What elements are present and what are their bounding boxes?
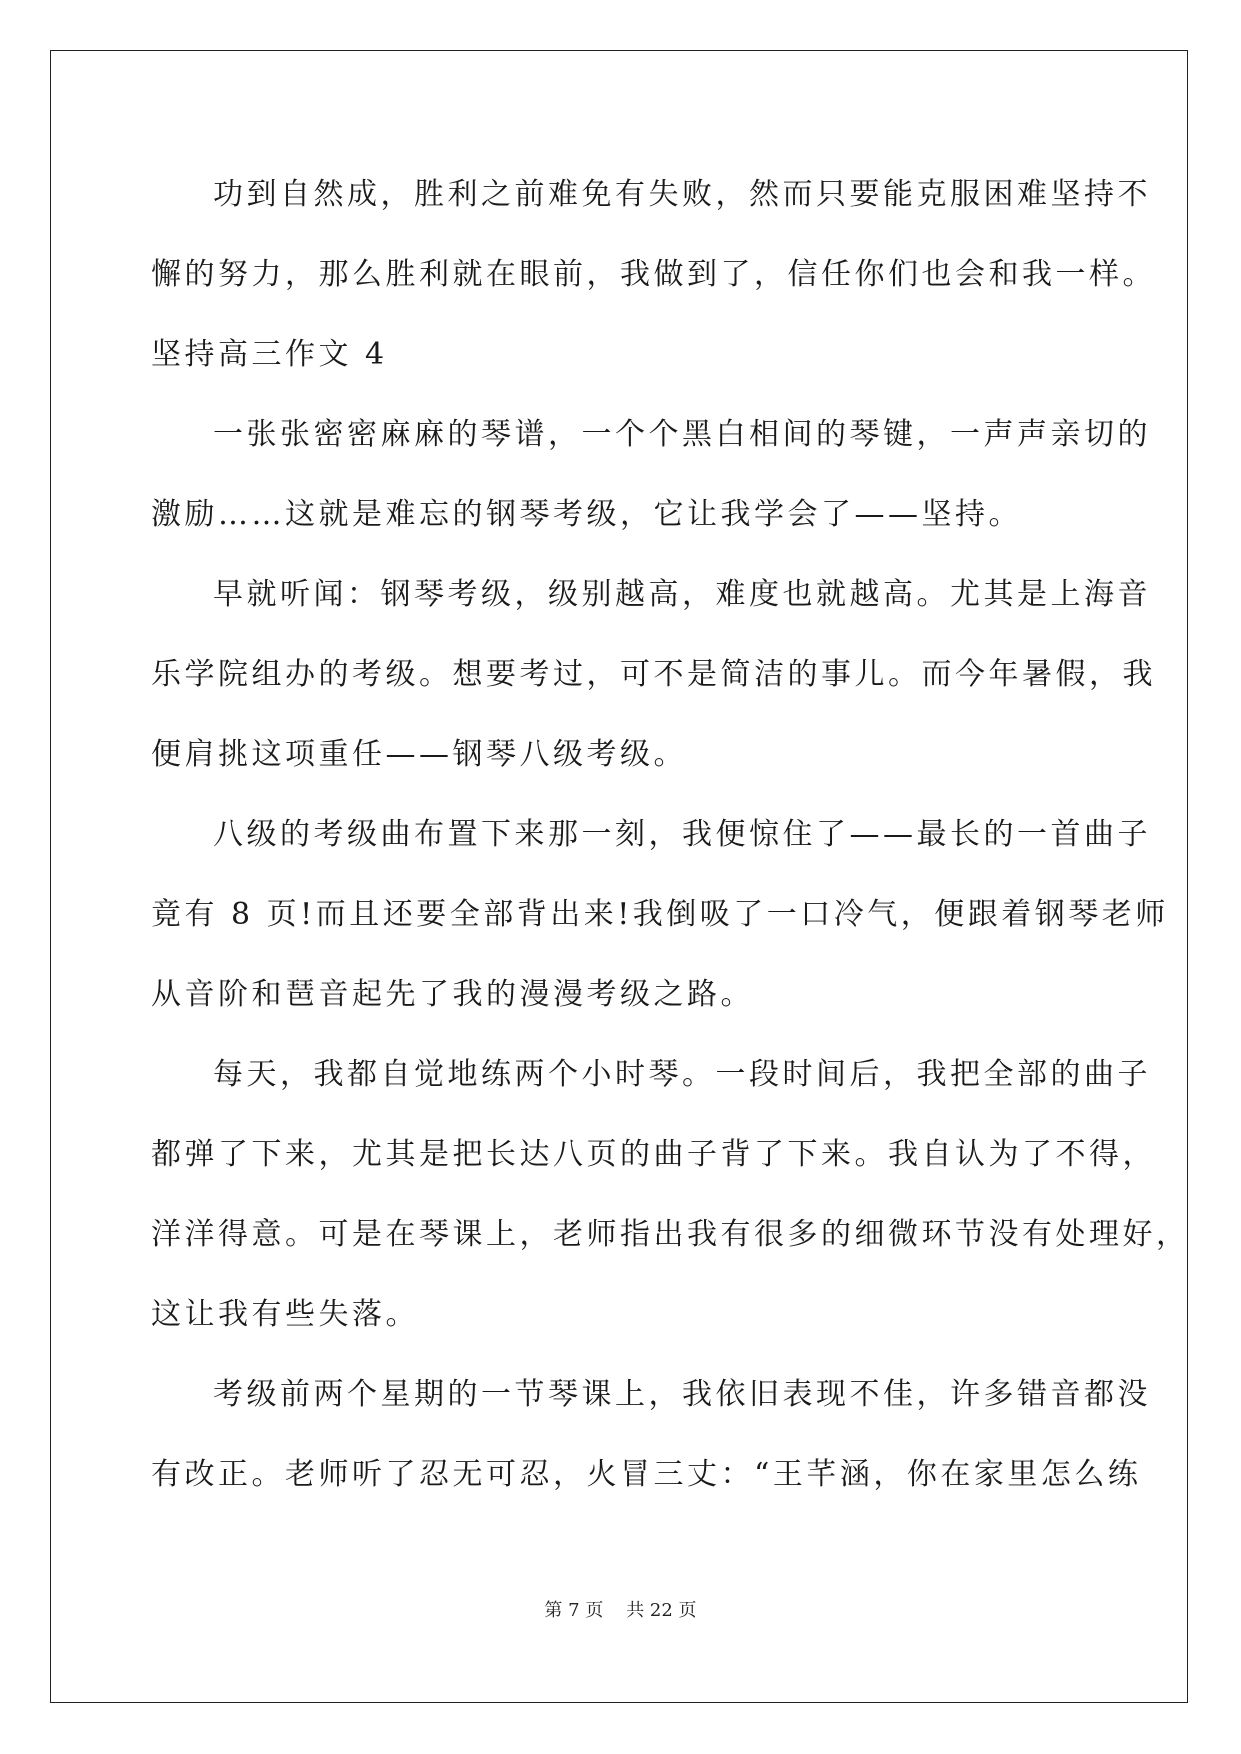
text-line: 从音阶和琶音起先了我的漫漫考级之路。 — [151, 977, 754, 1012]
section-heading: 坚持高三作文 4 — [151, 337, 388, 372]
text-line: 便肩挑这项重任——钢琴八级考级。 — [151, 737, 687, 772]
text-line: 乐学院组办的考级。想要考过，可不是简洁的事儿。而今年暑假，我 — [151, 657, 1156, 692]
text-line: 八级的考级曲布置下来那一刻，我便惊住了——最长的一首曲子 — [213, 817, 1151, 852]
text-line: 激励……这就是难忘的钢琴考级，它让我学会了——坚持。 — [151, 497, 1022, 532]
text-line: 有改正。老师听了忍无可忍，火冒三丈：“王芊涵，你在家里怎么练 — [151, 1457, 1142, 1492]
text-line: 懈的努力，那么胜利就在眼前，我做到了，信任你们也会和我一样。 — [151, 257, 1156, 292]
document-body — [151, 155, 1190, 1515]
text-line: 洋洋得意。可是在琴课上，老师指出我有很多的细微环节没有处理好， — [151, 1217, 1190, 1252]
text-line: 考级前两个星期的一节琴课上，我依旧表现不佳，许多错音都没 — [213, 1377, 1151, 1412]
text-line: 这让我有些失落。 — [151, 1297, 419, 1332]
text-line: 每天，我都自觉地练两个小时琴。一段时间后，我把全部的曲子 — [213, 1057, 1151, 1092]
text-line: 功到自然成，胜利之前难免有失败，然而只要能克服困难坚持不 — [213, 177, 1151, 212]
text-line: 早就听闻：钢琴考级，级别越高，难度也就越高。尤其是上海音 — [213, 577, 1151, 612]
text-line: 一张张密密麻麻的琴谱，一个个黑白相间的琴键，一声声亲切的 — [213, 417, 1151, 452]
page-number-footer: 第 7 页 共 22 页 — [544, 1600, 697, 1621]
text-line: 竟有 8 页!而且还要全部背出来!我倒吸了一口冷气，便跟着钢琴老师 — [151, 897, 1169, 932]
text-line: 都弹了下来，尤其是把长达八页的曲子背了下来。我自认为了不得， — [151, 1137, 1156, 1172]
